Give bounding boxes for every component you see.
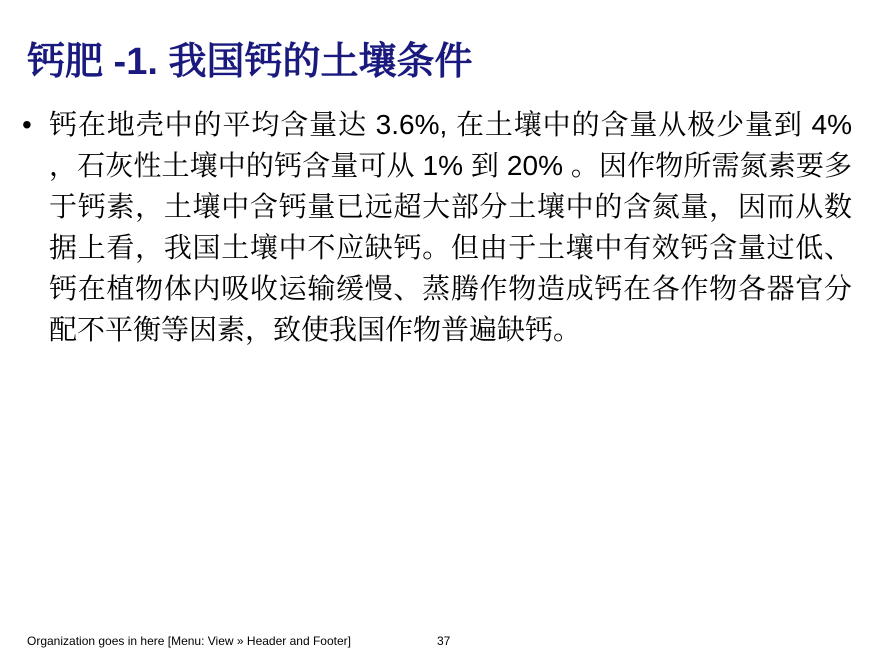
footer-page-number: 37 (437, 634, 451, 648)
bullet-item (22, 104, 852, 350)
slide-title: 钙肥 -1. 我国钙的土壤条件 (27, 41, 473, 83)
bullet-marker: • (22, 109, 32, 140)
footer-organization: Organization goes in here [Menu: View » Header and Footer] (27, 634, 351, 648)
bullet-text: 钙在地壳中的平均含量达 3.6%, 在土壤中的含量从极少量到 4% ，石灰性土壤中的钙含量可从 1% 到 20% 。因作物所需氮素要多于钙素，土壤中含钙量已远超大部分土壤中的含氮量，因而从数据上看，我国土壤中不应缺钙。但由于土壤中有效钙含量过低、钙在植物体内吸收运输缓慢、蒸腾作物造成钙在各作物各器官分配不平衡等因素，致使我国作物普遍缺钙。 (49, 109, 852, 345)
